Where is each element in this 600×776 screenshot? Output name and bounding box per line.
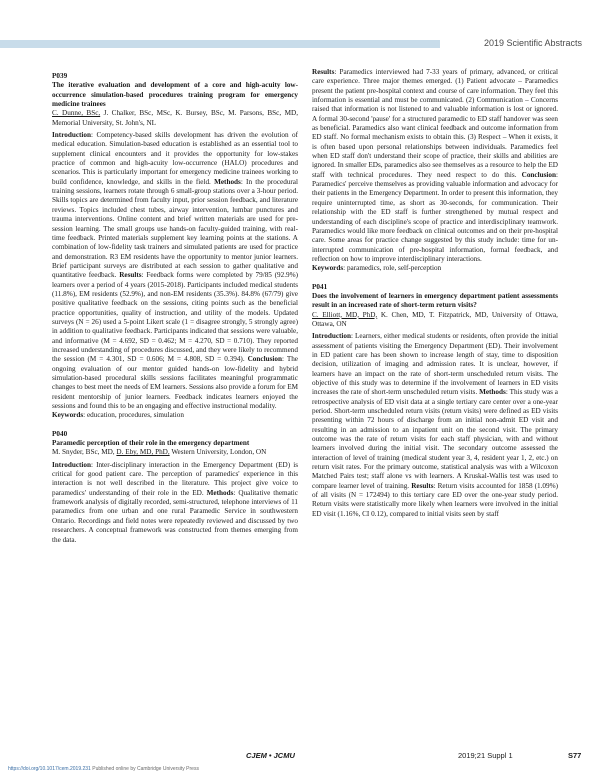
publisher-note: Published online by Cambridge University Press	[90, 766, 199, 772]
section-label: Conclusion	[247, 355, 282, 364]
section-label: Introduction	[52, 460, 92, 469]
presenting-author: C. Dunne, BSc,	[52, 109, 101, 118]
co-authors: J. Chalker, BSc, MSc, K. Bursey, BSc, M. Parsons, BSc, MD, Memorial University, St. John's, NL	[52, 109, 298, 127]
keywords-p039	[52, 411, 298, 420]
results-text: : Return visits accounted for 1858 (1.09%) of all visits (N = 172494) to this tertiary care ED over the one-year study period. Return visits were statistically more likely when learners were involved in the initial ED visit (1.16%, CI 0.12), compared to initial visits seen by staff	[312, 481, 558, 518]
intro-text: : Learners, either medical students or residents, often provide the initial assessment of patients visiting the Emergency Department (ED). Their involvement in ED patient care has been shown to increase length of stay, time to disposition decision, utilization of imaging and admission rates. It is unclear, however, if learners have an impact on the rate of short-term unscheduled return visits. The objective of this study was to determine if the involvement of learners in ED visits increases the rate of short-term unscheduled return visits.	[312, 332, 558, 397]
abstract-body-p039	[52, 131, 298, 411]
section-label: Methods	[479, 388, 506, 397]
abstract-id-p040: P040	[52, 429, 68, 438]
section-label: Methods	[214, 177, 241, 186]
results-text: : Paramedics interviewed had 7-33 years of primary, advanced, or critical care experience. Three major themes emerged. (1) Patient advocate – Paramedics present the patient pre-hospital context and course of care information. They feel this information is essential and must be communicated. (2) Communication – Concerns raised that information is not listened to and valuable information is lost or ignored. A formal 30-second 'pause' for a structured paramedic to ED staff handover was seen as beneficial. Paramedics also want clinical feedback and outcome information from ED staff. No formal mechanism exists to obtain this. (3) Respect – When it exists, it is often based upon personal relationships between individuals. Paramedics feel when ED staff don't understand their scope of practice, their skills and abilities are ignored. In smaller EDs, paramedics also see themselves as a resource to help the ED staff with technical procedures. They need respect to do this.	[312, 68, 558, 179]
keywords-text: : paramedics, role, self-perception	[343, 264, 442, 273]
section-label: Conclusion	[521, 170, 556, 179]
abstract-authors-p039	[52, 109, 298, 128]
presenting-author: D. Eby, MD, PhD,	[116, 448, 170, 457]
footer-journal: CJEM • JCMU	[246, 751, 295, 760]
doi-line	[8, 766, 199, 772]
co-authors: Western University, London, ON	[169, 448, 267, 457]
running-header	[0, 38, 600, 54]
section-label: Keywords	[312, 264, 344, 273]
left-column	[52, 72, 298, 545]
presenting-author: C. Elliott, MD, PhD,	[312, 310, 378, 319]
footer-issue: 2019;21 Suppl 1	[458, 751, 513, 760]
section-label: Results	[312, 68, 335, 76]
abstract-title-p041: Does the involvement of learners in emergency department patient assessments result in an increased rate of short-term return visits?	[312, 291, 558, 310]
header-color-bar	[0, 40, 440, 48]
abstract-title-p040: Paramedic perception of their role in the emergency department	[52, 439, 250, 448]
abstract-body-p041	[312, 332, 558, 519]
abstract-title-p039: The iterative evaluation and development of a core and high-acuity low-occurrence simulation-based procedures training program for emergency medicine trainees	[52, 81, 298, 109]
conclusion-text: : The ongoing evaluation of our mentor guided hands-on low-fidelity and hybrid simulation-based procedural skills sessions facilitates meaningful programmatic changes to best meet the needs of EM learners. Sessions also provide a forum for EM resident mentorship of junior learners. Feedback indicates learners enjoyed the sessions and found this to be an engaging and effective instructional modality.	[52, 355, 298, 411]
conclusion-text: : Paramedics' perceive themselves as providing valuable information and advocacy for their patients in the Emergency Department. In order to present this information, they require uninterrupted time, as short as 30-seconds, for communication. Their relationship with the ED staff is further strengthened by mutual respect and understanding of each discipline's scope of practice and interdisciplinary teamwork. Paramedics would like more feedback on clinical outcomes and on their pre-hospital care. Some areas for practice change suggested by this study include: time for un-interrupted communication of pre-hospital information, formal feedback, and reflection on how to improve interdisciplinary interactions.	[312, 170, 558, 263]
abstract-body-p040	[52, 461, 298, 545]
results-text: : Feedback forms were completed by 79/85 (92.9%) learners over a period of 4 years (2015-2018). Participants included medical students (11.8%), EM residents (52.9%), and non-EM residents (35.3%). 84.8% (67/79) give positive qualitative feedback on the sessions, citing points such as the beneficial practice opportunities, quality of instruction, and utility of the models. Updated surveys (N = 26) used a 5-point Likert scale (1 = disagree strongly, 5 strongly agree) in addition to qualitative feedback. Participants indicated that sessions were valuable, and informative (M = 4.692, SD = 0.462; M = 4.270, SD = 0.710). They reported increased understanding of procedures discussed, and they were likely to recommend the session (M = 4.301, SD = 0.606; M = 4.808, SD = 0.394).	[52, 271, 298, 364]
doi-link[interactable]: https://doi.org/10.1017/cem.2019.231	[8, 766, 91, 772]
abstract-authors-p041	[312, 311, 558, 330]
abstract-authors-p040	[52, 448, 298, 457]
right-column	[312, 68, 558, 519]
co-authors: M. Snyder, BSc, MD,	[52, 448, 117, 457]
abstract-id-p039: P039	[52, 72, 68, 80]
section-label: Methods	[206, 488, 234, 497]
footer-page-number: S77	[568, 751, 582, 760]
intro-text: : Inter-disciplinary interaction in the Emergency Department (ED) is critical for good patient care. The perception of paramedics' experience in this interaction is not well described in the literature. This project give voice to paramedics' understanding of their role in the ED.	[52, 460, 298, 497]
methods-text: : Qualitative thematic framework analysis of digitally recorded, semi-structured, telephone interviews of 11 paramedics from one urban and one rural Paramedic Service in southwestern Ontario. Recordings and field notes were repeatedly reviewed and discussed by two researchers. A conceptual framework was constructed from themes emerging from the data.	[52, 488, 298, 544]
methods-text: : In the procedural training sessions, learners rotate through 6 small-group stations over a 3-hour period. Skills topics are determined from faculty input, prior session feedback, and literature reviews. Topics included chest tubes, airway intervention, lumbar punctures and trauma interventions. Online content and brief written materials are used for pre-session learning. The small groups use hands-on faculty-guided training, with real-time feedback. Printed materials supplement key learning points at the stations. A combination of low-fidelity task trainers and simulated patients are used for practice and demonstration. R3 EM residents have the opportunity to mentor junior learners. Brief participant surveys are distributed at each session to gather qualitative and quantitative feedback.	[52, 177, 298, 280]
co-authors: K. Chen, MD, T. Fitzpatrick, MD, University of Ottawa, Ottawa, ON	[312, 310, 558, 328]
section-label: Keywords	[52, 411, 84, 420]
section-label: Introduction	[312, 332, 352, 341]
abstract-body-p040-continued	[312, 68, 558, 264]
section-label: Results	[119, 271, 142, 280]
abstract-id-p041: P041	[312, 282, 328, 291]
methods-text: : This study was a retrospective analysis of ED visit data at a single tertiary care center over a one-year period. Short-term unscheduled return visits (return visits) were defined as ED visits presenting within 72 hours of discharge from an initial non-admit ED visit and resulting in an admission to an inpatient unit on the second visit. The primary outcome was the rate of return visits for each staff physician, with and without learners involved during the initial visit. The secondary outcome assessed the interaction of level of training (medical student year 3, 4, resident year 1, 2, etc.) on return visit rates. For the primary outcome, statistical analysis was with a Wilcoxon Matched Pairs test; staff alone vs with learners. A Kruskal-Wallis test was used to compare learner level of training.	[312, 388, 558, 490]
section-label: Introduction	[52, 131, 92, 140]
header-title: 2019 Scientific Abstracts	[483, 38, 582, 48]
keywords-p040	[312, 264, 558, 273]
section-label: Results	[411, 481, 434, 490]
keywords-text: : education, procedures, simulation	[83, 411, 184, 420]
intro-text: : Competency-based skills development has driven the evolution of medical education. Simulation-based education is established as an essential tool to supplement clinical encounters and it provides the opportunity for low-stakes practice of common and high-acuity low-occurrence (HALO) procedures and scenarios. This is particularly important for emergency medicine trainees working to build confidence, knowledge, and skills in the field.	[52, 131, 298, 186]
